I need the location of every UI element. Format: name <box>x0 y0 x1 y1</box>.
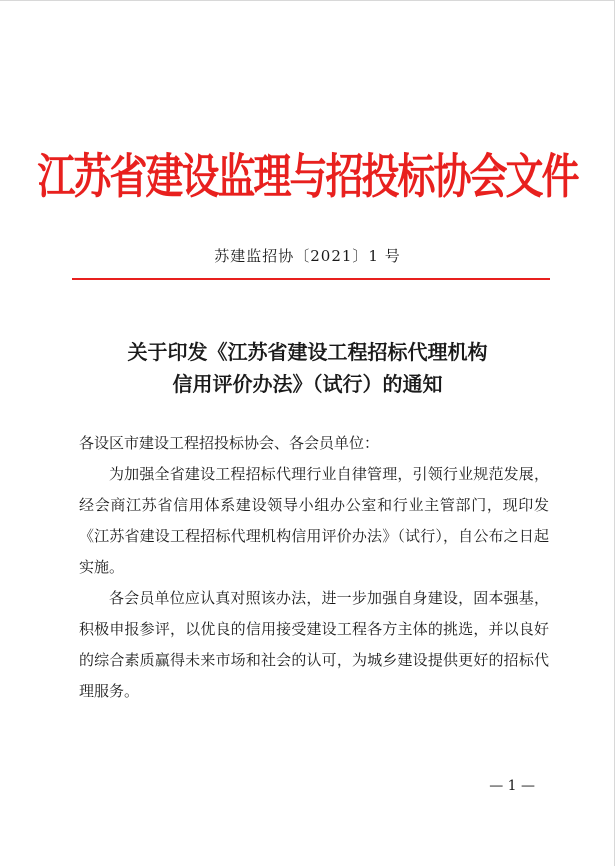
page-border-top <box>0 0 615 1</box>
notice-body <box>79 428 549 707</box>
document-number: 苏建监招协〔2021〕1 号 <box>214 247 401 265</box>
salutation: 各设区市建设工程招投标协会、各会员单位： <box>79 434 380 452</box>
body-paragraph-2: 各会员单位应认真对照该办法，进一步加强自身建设，固本强基，积极申报参评，以优良的信用接受建设工程各方主体的挑选，并以良好的综合素质赢得未来市场和社会的认可，为城乡建设提供更好的招标代理服务。 <box>79 589 549 700</box>
notice-title-line-2: 信用评价办法》（试行）的通知 <box>172 372 443 396</box>
issuer-title: 江苏省建设监理与招投标协会文件 <box>37 148 578 205</box>
page-number: — 1 — <box>489 778 535 794</box>
notice-title <box>0 336 615 400</box>
red-separator-line <box>72 278 550 280</box>
body-paragraph-1: 为加强全省建设工程招标代理行业自律管理，引领行业规范发展，经会商江苏省信用体系建设领导小组办公室和行业主管部门，现印发《江苏省建设工程招标代理机构信用评价办法》（试行），自公布之日起实施。 <box>79 465 549 576</box>
notice-title-line-1: 关于印发《江苏省建设工程招标代理机构 <box>127 340 488 364</box>
